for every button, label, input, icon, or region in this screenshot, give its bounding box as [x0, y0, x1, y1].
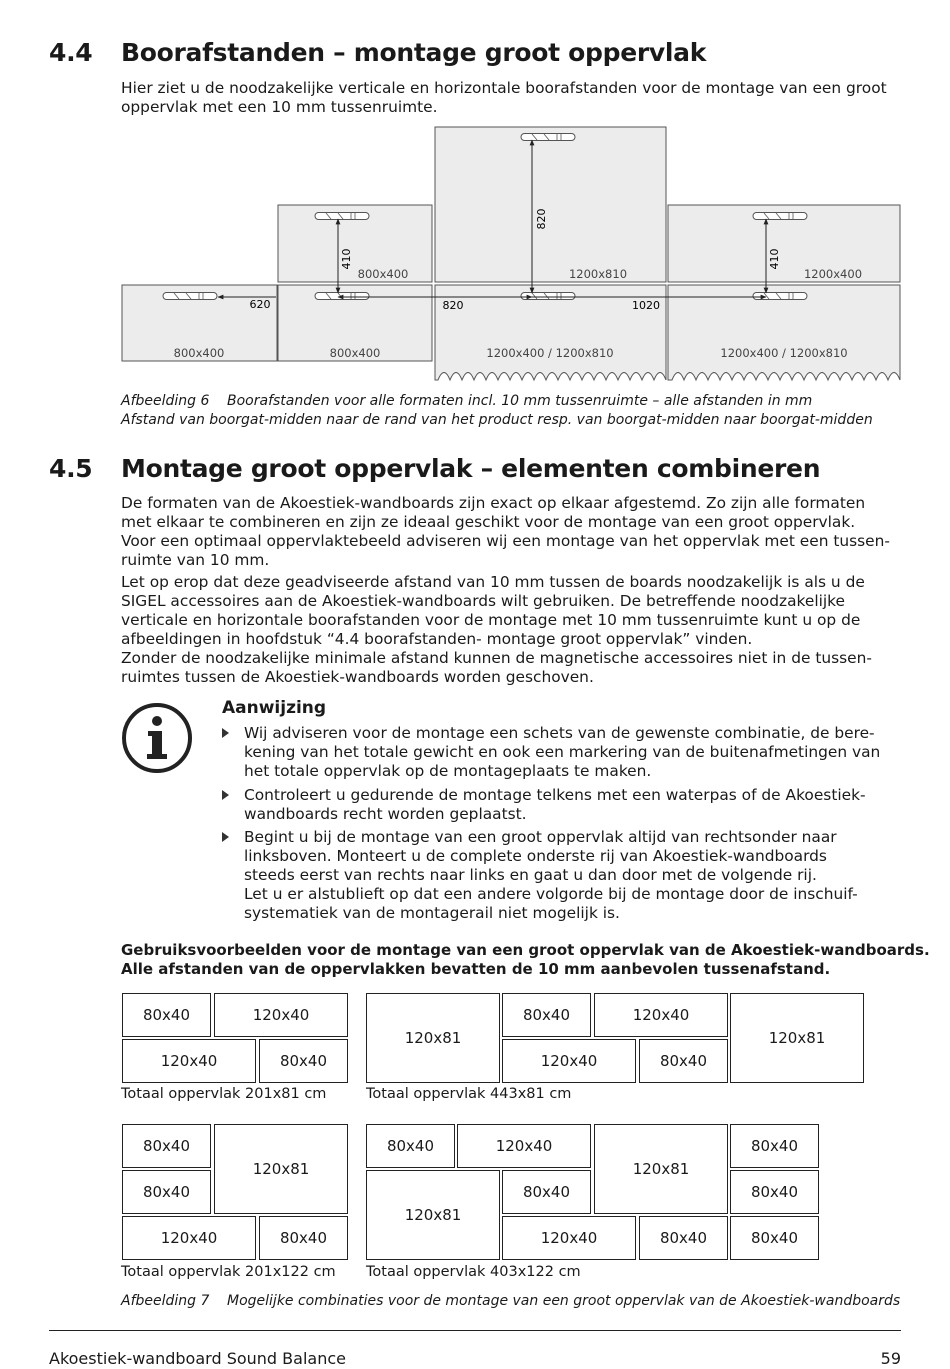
board-box: 80x40 — [730, 1124, 819, 1168]
board-box: 120x81 — [214, 1124, 348, 1214]
panel-label: 1200x810 — [568, 267, 628, 281]
figure-label: Afbeelding 7 — [121, 1293, 210, 1309]
bullet-arrow-icon — [222, 790, 229, 800]
board-box: 80x40 — [502, 993, 591, 1037]
text-line: verticale en horizontale boorafstanden voor de montage met 10 mm tussenruimte kunt u op de — [121, 611, 861, 629]
dim-820-horizontal: 820 — [442, 299, 464, 312]
board-box: 120x81 — [594, 1124, 728, 1214]
text-line: afbeeldingen in hoofdstuk “4.4 boorafstanden- montage groot oppervlak” vinden. — [121, 630, 753, 648]
text-line: Voor een optimaal oppervlaktebeeld adviseren wij een montage van het oppervlak met een tussen- — [121, 532, 890, 550]
total-area: Totaal oppervlak 201x81 cm — [121, 1086, 327, 1102]
panel-label: 1200x400 / 1200x810 — [486, 346, 614, 360]
board-box: 80x40 — [502, 1170, 591, 1214]
paragraph — [121, 573, 905, 687]
board-box: 120x40 — [214, 993, 348, 1037]
intro-paragraph — [121, 79, 905, 117]
board-box: 120x81 — [366, 1170, 500, 1260]
examples-heading — [121, 941, 930, 979]
text-line: Let op erop dat deze geadviseerde afstand van 10 mm tussen de boards noodzakelijk is als u de — [121, 573, 865, 591]
note-title: Aanwijzing — [222, 698, 327, 718]
text-line: het totale oppervlak op de montageplaats te maken. — [244, 762, 652, 780]
board-box: 120x40 — [122, 1039, 256, 1083]
text-line: Wij adviseren voor de montage een schets van de gewenste combinatie, de bere- — [244, 724, 875, 742]
paragraph — [121, 494, 905, 570]
board-box: 120x40 — [122, 1216, 256, 1260]
dim-620: 620 — [249, 298, 271, 311]
board-box: 80x40 — [259, 1039, 348, 1083]
caption-text: Boorafstanden voor alle formaten incl. 10 mm tussenruimte – alle afstanden in mm — [227, 393, 813, 409]
footer-divider — [49, 1330, 901, 1331]
panel-label: 800x400 — [357, 267, 409, 281]
board-box: 80x40 — [730, 1216, 819, 1260]
board-box: 120x40 — [502, 1039, 636, 1083]
rail — [753, 213, 807, 220]
rail — [521, 134, 575, 141]
page-number: 59 — [880, 1349, 901, 1368]
section-title: Montage groot oppervlak – elementen combineren — [121, 454, 821, 483]
panel-label: 800x400 — [329, 346, 381, 360]
panel-label: 1200x400 / 1200x810 — [720, 346, 848, 360]
text-line: Gebruiksvoorbeelden voor de montage van een groot oppervlak van de Akoestiek-wandboards. — [121, 941, 930, 959]
text-line: Zonder de noodzakelijke minimale afstand kunnen de magnetische accessoires niet in de tussen- — [121, 649, 872, 667]
text-line: Hier ziet u de noodzakelijke verticale en horizontale boorafstanden voor de montage van een groot — [121, 79, 887, 97]
board-box: 80x40 — [122, 993, 211, 1037]
board-box: 120x40 — [594, 993, 728, 1037]
text-line: kening van het totale gewicht en ook een markering van de buitenafmetingen van — [244, 743, 881, 761]
board-box: 80x40 — [366, 1124, 455, 1168]
drilling-diagram — [118, 122, 904, 387]
text-line: SIGEL accessoires aan de Akoestiek-wandboards wilt gebruiken. De betreffende noodzakelijke — [121, 592, 845, 610]
section-number: 4.5 — [49, 454, 93, 483]
dim-410-right: 410 — [768, 248, 781, 270]
text-line: systematiek van de montagerail niet mogelijk is. — [244, 904, 620, 922]
rail — [521, 293, 575, 300]
caption-text: Mogelijke combinaties voor de montage van een groot oppervlak van de Akoestiek-wandboards — [227, 1293, 901, 1309]
rail — [315, 213, 369, 220]
text-line: ruimtes tussen de Akoestiek-wandboards worden geschoven. — [121, 668, 594, 686]
text-line: Let u er alstublieft op dat een andere volgorde bij de montage door de inschuif- — [244, 885, 858, 903]
text-line: linksboven. Monteert u de complete onderste rij van Akoestiek-wandboards — [244, 847, 827, 865]
figure6-caption — [121, 392, 873, 430]
dim-820-vertical: 820 — [535, 208, 548, 230]
rail — [753, 293, 807, 300]
board-box: 120x40 — [457, 1124, 591, 1168]
board-box: 80x40 — [122, 1170, 211, 1214]
rail — [315, 293, 369, 300]
section-number: 4.4 — [49, 38, 93, 67]
board-box: 80x40 — [122, 1124, 211, 1168]
text-line: ruimte van 10 mm. — [121, 551, 270, 569]
board-box: 120x81 — [366, 993, 500, 1083]
text-line: wandboards recht worden geplaatst. — [244, 805, 527, 823]
total-area: Totaal oppervlak 201x122 cm — [121, 1264, 336, 1280]
text-line: oppervlak met een 10 mm tussenruimte. — [121, 98, 438, 116]
board-box: 120x81 — [730, 993, 864, 1083]
panel-label: 1200x400 — [803, 267, 863, 281]
panel-1200x810 — [435, 127, 666, 282]
board-box: 80x40 — [639, 1216, 728, 1260]
bullet-arrow-icon — [222, 728, 229, 738]
section-title: Boorafstanden – montage groot oppervlak — [121, 38, 707, 67]
dim-1020: 1020 — [632, 299, 660, 312]
panel-label: 800x400 — [173, 346, 225, 360]
text-line: De formaten van de Akoestiek-wandboards zijn exact op elkaar afgestemd. Zo zijn alle formaten — [121, 494, 866, 512]
board-box: 120x40 — [502, 1216, 636, 1260]
text-line: met elkaar te combineren en zijn ze ideaal geschikt voor de montage van een groot oppervlak. — [121, 513, 856, 531]
figure-label: Afbeelding 6 — [121, 393, 210, 409]
text-line: Alle afstanden van de oppervlakken bevatten de 10 mm aanbevolen tussenafstand. — [121, 960, 831, 978]
figure7-caption — [121, 1292, 900, 1311]
text-line: steeds eerst van rechts naar links en gaat u dan door met de volgende rij. — [244, 866, 817, 884]
board-box: 80x40 — [639, 1039, 728, 1083]
footer-title: Akoestiek-wandboard Sound Balance — [49, 1349, 346, 1368]
rail — [163, 293, 217, 300]
total-area: Totaal oppervlak 443x81 cm — [366, 1086, 572, 1102]
total-area: Totaal oppervlak 403x122 cm — [366, 1264, 581, 1280]
info-icon — [121, 702, 193, 774]
text-line: Begint u bij de montage van een groot oppervlak altijd van rechtsonder naar — [244, 828, 837, 846]
dim-410-left: 410 — [340, 248, 353, 270]
text-line: Controleert u gedurende de montage telkens met een waterpas of de Akoestiek- — [244, 786, 866, 804]
board-box: 80x40 — [259, 1216, 348, 1260]
caption-text: Afstand van boorgat-midden naar de rand van het product resp. van boorgat-midden naar boorgat-midden — [121, 412, 873, 428]
bullet-arrow-icon — [222, 832, 229, 842]
board-box: 80x40 — [730, 1170, 819, 1214]
